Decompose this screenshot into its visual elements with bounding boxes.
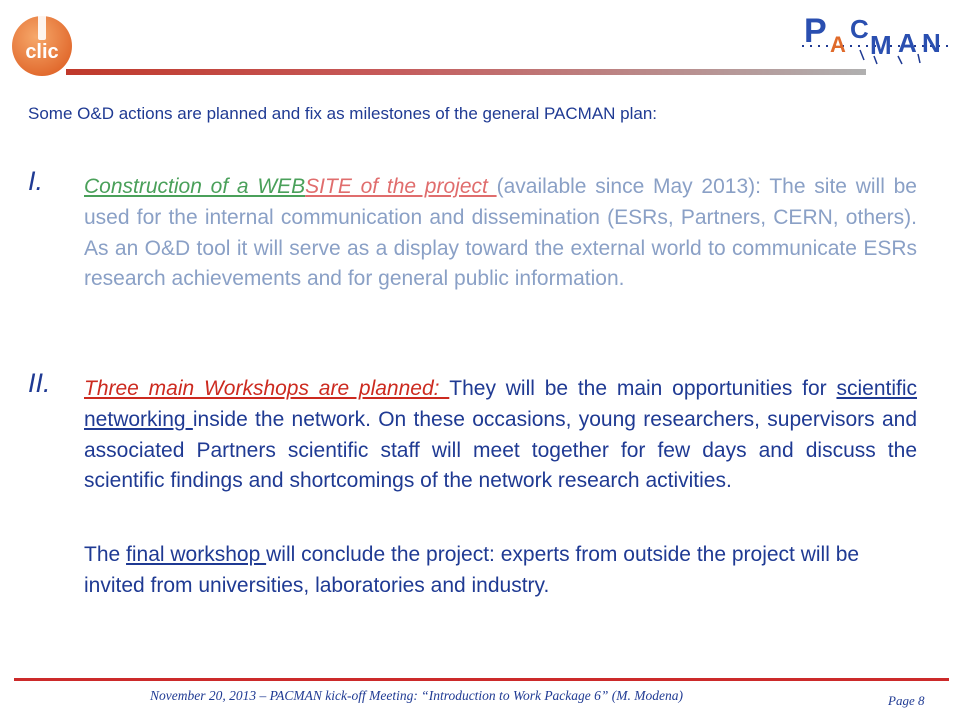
footer-rule xyxy=(14,678,949,681)
svg-text:C: C xyxy=(850,14,869,44)
page-number: Page 8 xyxy=(888,693,925,708)
item-1-text xyxy=(84,172,917,295)
svg-text:A: A xyxy=(830,32,846,57)
svg-text:N: N xyxy=(922,28,941,58)
svg-text:clic: clic xyxy=(25,41,59,63)
scientific-networking-link[interactable]: scientific networking xyxy=(84,377,917,431)
workshops-title: Three main Workshops are planned: xyxy=(84,377,450,400)
clic-logo xyxy=(6,6,78,78)
footer-text: November 20, 2013 – PACMAN kick-off Meeting: “Introduction to Work Package 6” (M. Modena) xyxy=(150,688,684,703)
header-rule xyxy=(66,69,866,75)
workshops-text-a: They will be the main opportunities for xyxy=(449,377,837,400)
final-workshop-link[interactable]: final workshop xyxy=(126,543,267,566)
pacman-logo xyxy=(800,6,955,68)
svg-text:P: P xyxy=(804,12,827,50)
closing-text-b: will conclude the project: experts from outside the project will be invited from universities, laboratories and industry. xyxy=(84,543,860,597)
svg-text:M: M xyxy=(870,30,892,60)
item-2-text xyxy=(84,374,917,497)
website-title-part2: SITE of the project xyxy=(305,175,497,198)
numeral-1: I. xyxy=(28,166,44,196)
workshops-text-b: inside the network. On these occasions, young researchers, supervisors and associated Partners scientific staff will meet together for few days and discuss the scientific findings and shortcomings of the network research activities. xyxy=(84,407,918,493)
numeral-2: II. xyxy=(28,368,51,398)
intro-text: Some O&D actions are planned and fix as milestones of the general PACMAN plan: xyxy=(28,104,658,123)
website-description: (available since May 2013): The site will be used for the internal communication and dissemination (ESRs, Partners, CERN, others). As an O&D tool it will serve as a display toward the external world to communicate ESRs research achievements and for general public information. xyxy=(84,175,917,291)
closing-paragraph xyxy=(84,540,914,602)
closing-text-a: The xyxy=(84,543,127,566)
website-title-part1: Construction of a WEB xyxy=(84,175,306,198)
svg-text:A: A xyxy=(898,28,917,58)
